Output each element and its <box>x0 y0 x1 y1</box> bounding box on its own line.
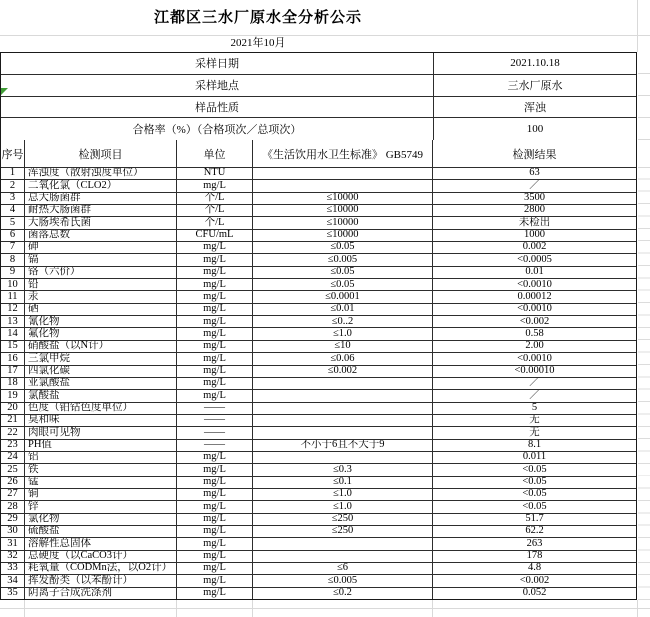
row-number-cell: 25 <box>1 464 25 475</box>
row-number-cell: 32 <box>1 551 25 562</box>
unit-cell: mg/L <box>177 477 253 488</box>
standard-limit-cell: ≤10 <box>253 341 433 352</box>
info-label: 采样地点 <box>1 75 434 96</box>
gridline <box>432 600 433 617</box>
unit-cell: mg/L <box>177 279 253 290</box>
unit-cell: mg/L <box>177 575 253 586</box>
table-row <box>1 489 636 501</box>
table-row <box>1 575 636 587</box>
row-number-cell: 23 <box>1 440 25 451</box>
row-number-cell: 19 <box>1 390 25 401</box>
info-row <box>1 53 636 75</box>
row-number-cell: 10 <box>1 279 25 290</box>
result-cell: 0.011 <box>522 451 547 463</box>
item-name-cell: 镉 <box>25 254 177 265</box>
table-row <box>1 230 636 242</box>
table-row <box>1 403 636 415</box>
table-row <box>1 526 636 538</box>
item-name-cell: 铜 <box>25 489 177 500</box>
item-name-cell: 氯酸盐 <box>25 390 177 401</box>
result-cell: <0.0010 <box>517 303 552 315</box>
standard-limit-cell: ≤0.2 <box>253 588 433 599</box>
item-name-cell: 硒 <box>25 304 177 315</box>
row-number-cell: 16 <box>1 353 25 364</box>
unit-cell: —— <box>177 427 253 438</box>
table-row <box>1 242 636 254</box>
result-cell: ／ <box>529 180 540 191</box>
row-number-cell: 18 <box>1 378 25 389</box>
table-row <box>1 538 636 550</box>
unit-cell: mg/L <box>177 378 253 389</box>
unit-cell: mg/L <box>177 316 253 327</box>
info-label: 采样日期 <box>1 53 434 74</box>
item-name-cell: 铁 <box>25 464 177 475</box>
info-row <box>1 97 636 119</box>
standard-limit-cell <box>253 452 433 463</box>
table-row <box>1 366 636 378</box>
table-row <box>1 390 636 402</box>
table-row <box>1 328 636 340</box>
row-number-cell: 13 <box>1 316 25 327</box>
row-number-cell: 27 <box>1 489 25 500</box>
item-name-cell: 溶解性总固体 <box>25 538 177 549</box>
item-name-cell: 耐热大肠菌群 <box>25 205 177 216</box>
result-cell: <0.0005 <box>517 254 552 265</box>
standard-limit-cell: ≤0.0001 <box>253 291 433 302</box>
item-name-cell: 菌落总数 <box>25 230 177 241</box>
row-number-cell: 12 <box>1 304 25 315</box>
standard-limit-cell <box>253 538 433 549</box>
table-row <box>1 316 636 328</box>
unit-cell: mg/L <box>177 526 253 537</box>
standard-limit-cell: ≤0.05 <box>253 267 433 278</box>
table-row <box>1 353 636 365</box>
result-cell: 8.1 <box>527 439 542 450</box>
table-row <box>1 440 636 452</box>
result-cell: ／ <box>529 390 540 401</box>
row-number-cell: 11 <box>1 291 25 302</box>
result-cell: 无 <box>529 414 540 426</box>
analysis-table <box>0 52 637 600</box>
item-name-cell: 大肠埃希氏菌 <box>25 217 177 228</box>
result-cell: <0.0010 <box>517 353 552 364</box>
unit-cell: mg/L <box>177 501 253 512</box>
standard-limit-cell: ≤10000 <box>253 205 433 216</box>
item-name-cell: 耗氧量（CODMn法，以O2计） <box>25 563 177 574</box>
standard-limit-cell: 不小于6且不大于9 <box>253 440 433 451</box>
unit-cell: —— <box>177 440 253 451</box>
info-rows <box>1 53 636 140</box>
standard-limit-cell: ≤250 <box>253 514 433 525</box>
unit-cell: mg/L <box>177 489 253 500</box>
period-label: 2021年10月 <box>230 37 286 49</box>
unit-cell: mg/L <box>177 514 253 525</box>
page-title: 江都区三水厂原水全分析公示 <box>153 10 362 26</box>
standard-limit-cell: ≤250 <box>253 526 433 537</box>
unit-cell: —— <box>177 415 253 426</box>
table-row <box>1 427 636 439</box>
standard-limit-cell <box>253 168 433 179</box>
row-number-cell: 24 <box>1 452 25 463</box>
row-number-cell: 28 <box>1 501 25 512</box>
result-cell: 1000 <box>524 229 545 241</box>
table-row <box>1 205 636 217</box>
result-cell: 0.002 <box>522 242 547 253</box>
result-cell: ／ <box>529 377 540 389</box>
unit-cell: mg/L <box>177 588 253 599</box>
table-row <box>1 477 636 489</box>
row-number-cell: 14 <box>1 328 25 339</box>
unit-cell: NTU <box>177 168 253 179</box>
row-number-cell: 2 <box>1 180 25 191</box>
item-name-cell: 总硬度（以CaCO3计） <box>25 551 177 562</box>
unit-cell: mg/L <box>177 341 253 352</box>
table-row <box>1 551 636 563</box>
item-name-cell: 氟化物 <box>25 328 177 339</box>
item-name-cell: 铅 <box>25 279 177 290</box>
result-cell: <0.00010 <box>514 365 555 376</box>
item-name-cell: 挥发酚类（以苯酚计） <box>25 575 177 586</box>
unit-cell: mg/L <box>177 452 253 463</box>
gridline <box>637 0 638 52</box>
item-name-cell: 砷 <box>25 242 177 253</box>
result-cell: <0.002 <box>519 575 550 586</box>
unit-cell: mg/L <box>177 390 253 401</box>
gridline <box>24 600 25 617</box>
result-cell: 0.58 <box>525 328 544 339</box>
corner-marker-icon <box>1 88 8 95</box>
item-name-cell: 阴离子合成洗涤剂 <box>25 588 177 599</box>
row-number-cell: 34 <box>1 575 25 586</box>
info-value: 三水厂原水 <box>507 80 563 93</box>
result-cell: 0.00012 <box>517 291 552 302</box>
result-cell: <0.0010 <box>517 279 552 290</box>
standard-limit-cell: ≤0.05 <box>253 242 433 253</box>
standard-limit-cell: ≤1.0 <box>253 501 433 512</box>
info-row <box>1 118 636 140</box>
standard-limit-cell: ≤6 <box>253 563 433 574</box>
gridline <box>638 73 650 74</box>
standard-limit-cell: ≤1.0 <box>253 489 433 500</box>
result-cell: 无 <box>529 427 540 438</box>
row-number-cell: 3 <box>1 193 25 204</box>
item-name-cell: 铝 <box>25 452 177 463</box>
unit-cell: mg/L <box>177 180 253 191</box>
item-name-cell: 四氯化碳 <box>25 366 177 377</box>
unit-cell: mg/L <box>177 353 253 364</box>
result-cell: 2.00 <box>525 340 544 352</box>
row-number-cell: 9 <box>1 267 25 278</box>
row-number-cell: 21 <box>1 415 25 426</box>
table-row <box>1 501 636 513</box>
standard-limit-cell: ≤10000 <box>253 230 433 241</box>
item-name-cell: 总大肠菌群 <box>25 193 177 204</box>
result-cell: 5 <box>531 402 538 413</box>
table-row <box>1 279 636 291</box>
result-cell: <0.05 <box>522 476 547 488</box>
item-name-cell: 汞 <box>25 291 177 302</box>
table-row <box>1 254 636 266</box>
standard-limit-cell <box>253 403 433 414</box>
unit-cell: —— <box>177 403 253 414</box>
table-row <box>1 514 636 526</box>
result-cell: 63 <box>529 168 540 179</box>
info-label: 合格率（%）（合格项次／总项次） <box>1 118 434 140</box>
standard-limit-cell <box>253 390 433 401</box>
row-number-cell: 4 <box>1 205 25 216</box>
item-name-cell: 氯化物 <box>25 514 177 525</box>
result-cell: <0.05 <box>522 464 547 475</box>
table-row <box>1 304 636 316</box>
data-rows <box>1 168 636 599</box>
gridline <box>0 608 650 609</box>
table-row <box>1 415 636 427</box>
row-number-cell: 17 <box>1 366 25 377</box>
gridline <box>252 600 253 617</box>
gridline <box>176 600 177 617</box>
item-name-cell: 锰 <box>25 477 177 488</box>
standard-limit-cell: ≤1.0 <box>253 328 433 339</box>
info-value: 2021.10.18 <box>510 57 560 70</box>
item-name-cell: 臭和味 <box>25 415 177 426</box>
standard-limit-cell: ≤0.3 <box>253 464 433 475</box>
table-row <box>1 217 636 229</box>
unit-cell: mg/L <box>177 366 253 377</box>
standard-limit-cell: ≤0.002 <box>253 366 433 377</box>
standard-limit-cell: ≤10000 <box>253 193 433 204</box>
item-name-cell: 肉眼可见物 <box>25 427 177 438</box>
row-number-cell: 29 <box>1 514 25 525</box>
table-row <box>1 180 636 192</box>
standard-limit-cell: ≤0.1 <box>253 477 433 488</box>
standard-limit-cell <box>253 378 433 389</box>
result-cell: 0.01 <box>525 266 544 278</box>
standard-limit-cell: ≤0.005 <box>253 254 433 265</box>
gridline <box>638 167 650 600</box>
row-number-cell: 20 <box>1 403 25 414</box>
column-header-row <box>1 140 636 168</box>
info-value: 浑浊 <box>524 101 546 114</box>
item-name-cell: 硝酸盐（以N计） <box>25 341 177 352</box>
result-cell: 3500 <box>524 192 545 204</box>
item-name-cell: 二氧化氯（CLO2） <box>25 180 177 191</box>
unit-cell: mg/L <box>177 328 253 339</box>
column-header-unit: 单位 <box>177 140 253 167</box>
unit-cell: mg/L <box>177 464 253 475</box>
unit-cell: mg/L <box>177 267 253 278</box>
standard-limit-cell: ≤0.01 <box>253 304 433 315</box>
table-row <box>1 341 636 353</box>
standard-limit-cell: ≤0..2 <box>253 316 433 327</box>
gridline <box>638 117 650 118</box>
column-header-standard: 《生活饮用水卫生标准》 GB5749 <box>253 140 433 167</box>
table-row <box>1 588 636 599</box>
table-row <box>1 291 636 303</box>
result-cell: 263 <box>526 538 543 549</box>
result-cell: <0.05 <box>522 501 547 512</box>
result-cell: 62.2 <box>525 525 544 537</box>
table-row <box>1 452 636 464</box>
table-row <box>1 193 636 205</box>
standard-limit-cell: ≤10000 <box>253 217 433 228</box>
result-cell: 未检出 <box>518 217 551 228</box>
row-number-cell: 30 <box>1 526 25 537</box>
table-row <box>1 563 636 575</box>
table-row <box>1 168 636 180</box>
item-name-cell: 铬（六价） <box>25 267 177 278</box>
result-cell: 0.052 <box>522 587 547 599</box>
standard-limit-cell: ≤0.05 <box>253 279 433 290</box>
standard-limit-cell <box>253 427 433 438</box>
unit-cell: mg/L <box>177 304 253 315</box>
unit-cell: CFU/mL <box>177 230 253 241</box>
row-number-cell: 7 <box>1 242 25 253</box>
item-name-cell: PH值 <box>25 440 177 451</box>
unit-cell: 个/L <box>177 217 253 228</box>
item-name-cell: 亚氯酸盐 <box>25 378 177 389</box>
row-number-cell: 8 <box>1 254 25 265</box>
row-number-cell: 1 <box>1 168 25 179</box>
info-value: 100 <box>526 123 544 136</box>
unit-cell: mg/L <box>177 254 253 265</box>
table-row <box>1 464 636 476</box>
item-name-cell: 硫酸盐 <box>25 526 177 537</box>
gridline <box>638 139 650 140</box>
gridline <box>638 95 650 96</box>
result-cell: <0.05 <box>522 488 547 500</box>
item-name-cell: 三氯甲烷 <box>25 353 177 364</box>
item-name-cell: 氰化物 <box>25 316 177 327</box>
item-name-cell: 锌 <box>25 501 177 512</box>
row-number-cell: 15 <box>1 341 25 352</box>
row-number-cell: 35 <box>1 588 25 599</box>
row-number-cell: 33 <box>1 563 25 574</box>
unit-cell: mg/L <box>177 538 253 549</box>
row-number-cell: 6 <box>1 230 25 241</box>
column-header-no: 序号 <box>1 140 25 167</box>
result-cell: 4.8 <box>527 563 542 574</box>
item-name-cell: 浑浊度（散射浊度单位） <box>25 168 177 179</box>
result-cell: 178 <box>526 550 543 562</box>
unit-cell: mg/L <box>177 563 253 574</box>
table-row <box>1 378 636 390</box>
standard-limit-cell <box>253 415 433 426</box>
result-cell: <0.002 <box>519 316 550 327</box>
standard-limit-cell: ≤0.005 <box>253 575 433 586</box>
result-cell: 2800 <box>524 205 545 216</box>
result-cell: 51.7 <box>525 513 544 525</box>
unit-cell: mg/L <box>177 242 253 253</box>
item-name-cell: 色度（铂钴色度单位） <box>25 403 177 414</box>
row-number-cell: 22 <box>1 427 25 438</box>
unit-cell: mg/L <box>177 551 253 562</box>
column-header-result: 检测结果 <box>512 148 557 161</box>
standard-limit-cell <box>253 180 433 191</box>
standard-limit-cell <box>253 551 433 562</box>
row-number-cell: 26 <box>1 477 25 488</box>
row-number-cell: 31 <box>1 538 25 549</box>
info-row <box>1 75 636 97</box>
table-row <box>1 267 636 279</box>
unit-cell: mg/L <box>177 291 253 302</box>
unit-cell: 个/L <box>177 205 253 216</box>
row-number-cell: 5 <box>1 217 25 228</box>
unit-cell: 个/L <box>177 193 253 204</box>
standard-limit-cell: ≤0.06 <box>253 353 433 364</box>
column-header-item: 检测项目 <box>25 140 177 167</box>
info-label: 样品性质 <box>1 97 434 118</box>
